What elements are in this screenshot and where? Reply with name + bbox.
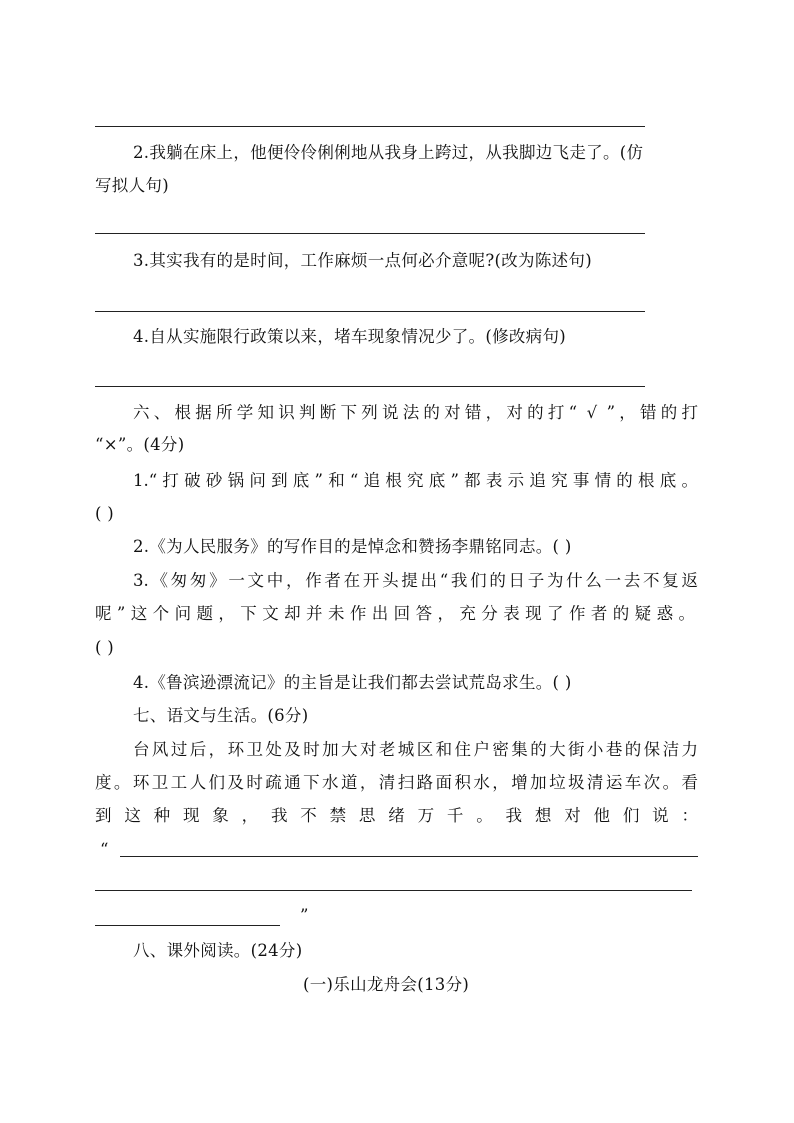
- section-6-item-1-blank[interactable]: ( ): [95, 504, 115, 523]
- question-2-line2: 写拟人句): [95, 176, 169, 195]
- section-6-item-1-line1: 1.“打破砂锅问到底”和“追根究底”都表示追究事情的根底。: [133, 471, 698, 490]
- section-6-item-3-line2: 呢”这个问题，下文却并未作出回答，充分表现了作者的疑惑。: [95, 604, 695, 623]
- section-6-item-4: 4.《鲁滨逊漂流记》的主旨是让我们都去尝试荒岛求生。( ): [133, 673, 572, 692]
- answer-line-q1[interactable]: [95, 126, 645, 127]
- question-3: 3.其实我有的是时间，工作麻烦一点何必介意呢?(改为陈述句): [133, 251, 592, 270]
- section-8-subtitle: (一)乐山龙舟会(13分): [303, 975, 470, 994]
- section-7-close-quote: ”: [300, 906, 309, 925]
- answer-line-s7-3[interactable]: [95, 925, 280, 926]
- section-7-paragraph-line3: 到这种现象，我不禁思绪万千。我想对他们说：: [95, 806, 698, 825]
- answer-line-s7-1[interactable]: [120, 856, 698, 857]
- section-7-paragraph-line2: 度。环卫工人们及时疏通下水道，清扫路面积水，增加垃圾清运车次。看: [95, 773, 698, 792]
- section-7-title: 七、语文与生活。(6分): [133, 706, 309, 725]
- section-6-item-2: 2.《为人民服务》的写作目的是悼念和赞扬李鼎铭同志。( ): [133, 537, 572, 556]
- section-7-open-quote: “: [100, 840, 109, 859]
- section-6-item-3-blank[interactable]: ( ): [95, 638, 115, 657]
- section-6-title-line1: 六、根据所学知识判断下列说法的对错，对的打“ √ ”，错的打: [133, 403, 698, 422]
- question-4: 4.自从实施限行政策以来，堵车现象情况少了。(修改病句): [133, 327, 567, 346]
- section-8-title: 八、课外阅读。(24分): [133, 941, 303, 960]
- question-2-line1: 2.我躺在床上，他便伶伶俐俐地从我身上跨过，从我脚边飞走了。(仿: [133, 143, 644, 162]
- section-6-item-3-line1: 3.《匆匆》一文中，作者在开头提出“我们的日子为什么一去不复返: [133, 571, 698, 590]
- answer-line-q4[interactable]: [95, 386, 645, 387]
- answer-line-q2[interactable]: [95, 233, 645, 234]
- answer-line-s7-2[interactable]: [95, 890, 692, 891]
- section-6-title-line2: “×”。(4分): [95, 435, 185, 454]
- answer-line-q3[interactable]: [95, 311, 645, 312]
- section-7-paragraph-line1: 台风过后，环卫处及时加大对老城区和住户密集的大街小巷的保洁力: [133, 740, 698, 759]
